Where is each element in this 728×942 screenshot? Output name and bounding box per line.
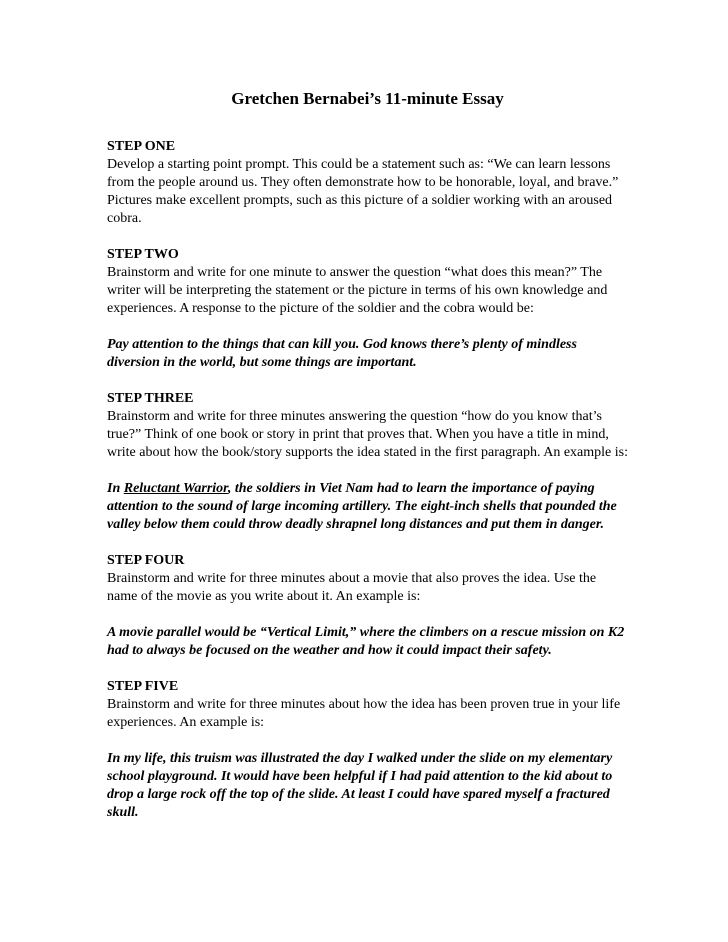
- step-three-example-prefix: In: [107, 481, 124, 496]
- document-title: Gretchen Bernabei’s 11-minute Essay: [231, 89, 504, 108]
- step-five-text: Brainstorm and write for three minutes about how the idea has been proven true in your life experiences. An example is:: [107, 697, 621, 730]
- step-three-example: [107, 480, 628, 534]
- step-three-section: [107, 390, 628, 462]
- book-title: Reluctant Warrior: [123, 481, 228, 496]
- step-two-text: Brainstorm and write for one minute to answer the question “what does this mean?” The writer will be interpreting the statement or the picture in terms of his own knowledge and experiences. A response to the picture of the soldier and the cobra would be:: [107, 265, 608, 316]
- step-four-example: A movie parallel would be “Vertical Limit,” where the climbers on a rescue mission on K2 had to always be focused on the weather and how it could impact their safety.: [107, 625, 625, 658]
- step-five-example: In my life, this truism was illustrated the day I walked under the slide on my elementary school playground. It would have been helpful if I had paid attention to the kid about to drop a large rock off the top of the slide. At least I could have spared myself a fractured skull.: [107, 751, 613, 820]
- step-two-example: Pay attention to the things that can kill you. God knows there’s plenty of mindless diversion in the world, but some things are important.: [107, 337, 577, 370]
- step-three-heading: STEP THREE: [107, 391, 194, 406]
- step-one-text: Develop a starting point prompt. This could be a statement such as: “We can learn lessons from the people around us. They often demonstrate how to be honorable, loyal, and brave.” Pictures make excellent prompts, such as this picture of a soldier working with an aroused cobra.: [107, 157, 619, 226]
- step-four-text: Brainstorm and write for three minutes about a movie that also proves the idea. Use the name of the movie as you write about it. An example is:: [107, 571, 597, 604]
- step-one-heading: STEP ONE: [107, 139, 176, 154]
- step-five-heading: STEP FIVE: [107, 679, 179, 694]
- step-two-heading: STEP TWO: [107, 247, 179, 262]
- step-three-text: Brainstorm and write for three minutes answering the question “how do you know that’s true?” Think of one book or story in print that proves that. When you have a title in mind, write about how the book/story supports the idea stated in the first paragraph. An example is:: [107, 409, 628, 460]
- step-one-section: [107, 138, 628, 228]
- step-four-heading: STEP FOUR: [107, 553, 185, 568]
- step-four-section: [107, 552, 628, 606]
- step-five-section: [107, 678, 628, 732]
- step-two-section: [107, 246, 628, 318]
- step-three-example-rest: , the soldiers in Viet Nam had to learn the importance of paying attention to the sound of large incoming artillery. The eight-inch shells that pounded the valley below them could throw deadly shrapnel long distances and put them in danger.: [107, 481, 617, 532]
